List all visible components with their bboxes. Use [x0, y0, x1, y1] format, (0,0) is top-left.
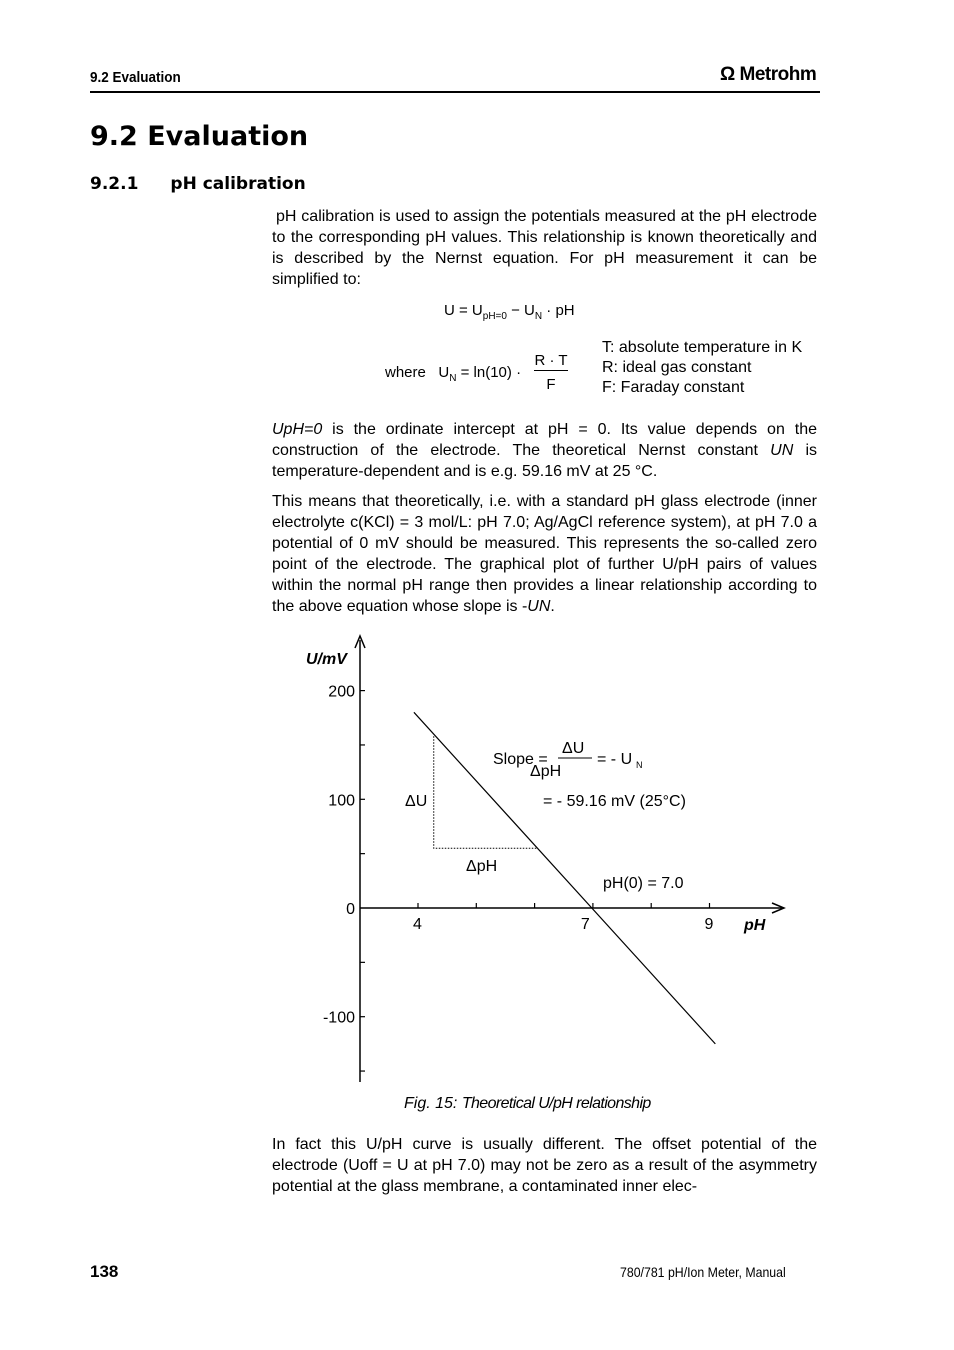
x-axis-label: pH	[744, 917, 766, 934]
y-tick-label: 0	[346, 901, 355, 918]
legend-item: F: Faraday constant	[602, 379, 745, 396]
caption-label: Fig. 15:	[404, 1095, 458, 1112]
fraction-numerator: R · T	[534, 352, 568, 369]
paragraph-offset: In fact this U/pH curve is usually different. The offset potential of the electrode (Uoff = U at pH 7.0) may not be zero as a result of the asymmetry potential at the glass membrane, a contaminated inner elec-	[272, 1136, 817, 1195]
legend-item: T: absolute temperature in K	[602, 339, 803, 356]
section-title: 9.2 Evaluation	[90, 121, 309, 152]
omega-icon: Ω	[720, 64, 740, 85]
paragraph-intro: pH calibration is used to assign the potentials measured at the pH electrode to the corresponding pH values. This relationship is known theoretically and is described by the Nernst equation. For pH measurement it can be simplified to:	[272, 208, 817, 288]
y-tick-label: -100	[322, 1009, 355, 1027]
x-tick-label: 7	[580, 916, 590, 933]
logo-text: Metrohm	[739, 64, 817, 85]
fraction-denominator: F	[546, 376, 556, 393]
paragraph-zero-point: This means that theoretically, i.e. with a standard pH glass electrode (inner electrolyte c(KCl) = 3 mol/L: pH 7.0; Ag/AgCl reference system), at pH 7.0 a potential of 0 mV should be measured. This represents the so-called zero point of the electrode. The graphical plot of further U/pH pairs of values within the normal pH range then provides a linear relationship according to the above equation whose slope is -UN.	[272, 493, 817, 615]
delta-ph-label: ΔpH	[466, 858, 498, 875]
legend-item: R: ideal gas constant	[602, 359, 752, 376]
paragraph-intercept: UpH=0 is the ordinate intercept at pH = 0. Its value depends on the construction of the electrode. The theoretical Nernst constant UN is temperature-dependent and is e.g. 59.16 mV at 25 °C.	[272, 421, 818, 480]
running-header: 9.2 Evaluation	[90, 69, 181, 86]
equation-un: where $U_N = \ln(10)$ ·	[385, 364, 522, 384]
slope-denominator: ΔpH	[530, 763, 562, 780]
page-number: 138	[90, 1262, 119, 1281]
caption-text: Theoretical U/pH relationship	[461, 1095, 651, 1112]
y-tick-label: 200	[328, 683, 355, 701]
slope-subscript: N	[636, 760, 643, 770]
subsection-number: 9.2.1	[90, 174, 139, 194]
slope-rhs: = - U	[597, 751, 633, 768]
x-tick-label: 9	[704, 916, 714, 933]
y-tick-label: 100	[328, 792, 355, 810]
slope-label: Slope =	[493, 751, 548, 768]
zero-point-label: pH(0) = 7.0	[603, 875, 684, 892]
equation-nernst: $U = U_{pH=0} - U_N$ · pH	[444, 302, 575, 322]
slope-value: = - 59.16 mV (25°C)	[543, 793, 686, 810]
delta-u-label: ΔU	[405, 793, 428, 810]
manual-title: 780/781 pH/Ion Meter, Manual	[620, 1264, 786, 1280]
y-axis-label: U/mV	[306, 651, 347, 668]
slope-numerator: ΔU	[562, 740, 585, 757]
x-tick-label: 4	[413, 916, 422, 933]
figure-caption	[404, 1095, 651, 1113]
subsection-label: pH calibration	[170, 174, 306, 194]
